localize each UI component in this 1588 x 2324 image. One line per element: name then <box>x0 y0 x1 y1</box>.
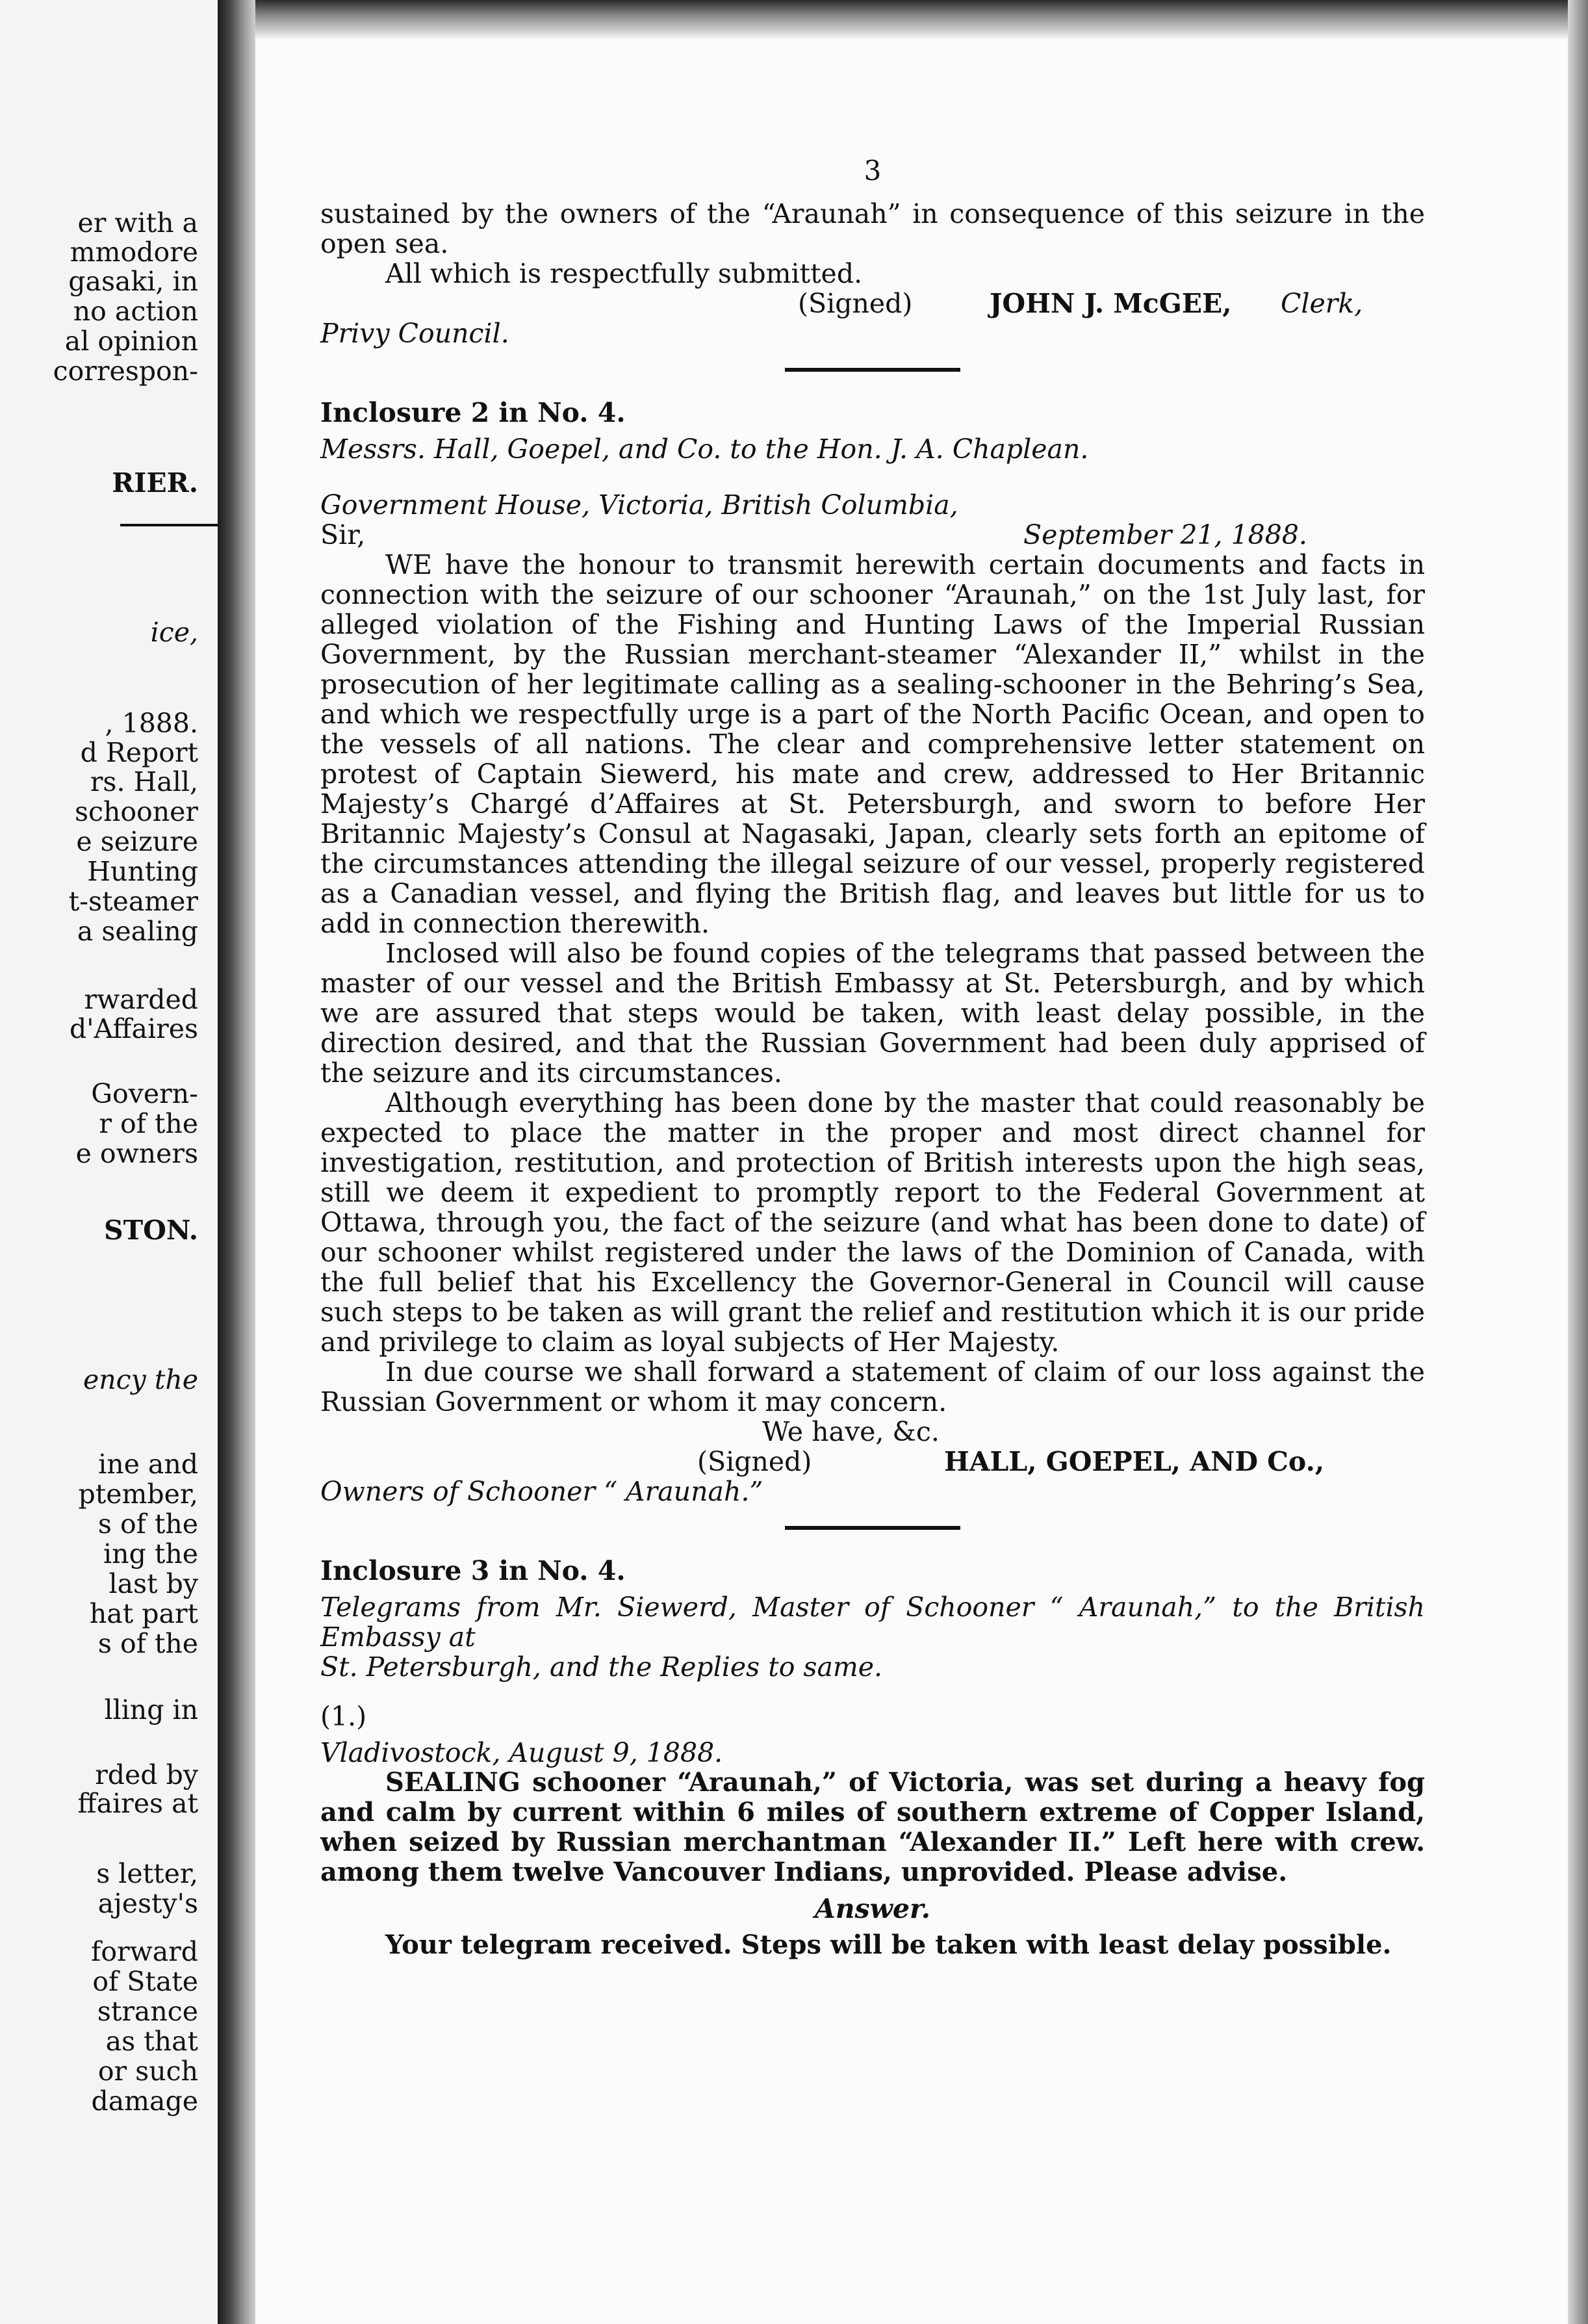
inclosure3-subheading-2: St. Petersburgh, and the Replies to same. <box>320 1651 883 1683</box>
left-page-text-fragment: Govern- <box>91 1078 198 1109</box>
book-gutter <box>218 0 255 2324</box>
signer-title: Clerk, <box>1281 288 1363 319</box>
page-number: 3 <box>864 155 882 187</box>
left-page-text-fragment: t-steamer <box>68 886 198 917</box>
left-page-text-fragment: e seizure <box>76 826 198 857</box>
letter-closing: We have, &c. <box>762 1416 940 1447</box>
left-page-text-fragment: forward <box>91 1936 198 1967</box>
section-divider <box>785 1526 960 1530</box>
left-page-text-fragment: ine and <box>98 1449 198 1480</box>
letter-signer-title: Owners of Schooner “ Araunah.” <box>320 1476 763 1507</box>
telegram-text: SEALING schooner “Araunah,” of Victoria, was set during a heavy fog and calm by current within 6 miles of southern extreme of Copper Island, when seized by Russian merchantman “Alexander II.” Left here with crew. among them twelve Vancouver Indians, unprovided. Please advise. <box>320 1767 1425 1887</box>
left-page-text-fragment: rwarded <box>84 984 198 1015</box>
left-page-text-fragment: ajesty's <box>97 1888 198 1919</box>
left-page-text-fragment: d'Affaires <box>70 1013 198 1044</box>
inclosure3-subheading: Telegrams from Mr. Siewerd, Master of Schooner “ Araunah,” to the British Embassy at <box>320 1592 1425 1653</box>
salutation: Sir, <box>320 519 366 550</box>
page-right-edge <box>1568 0 1588 2324</box>
left-page-text-fragment: no action <box>73 296 198 327</box>
signer-office: Privy Council. <box>320 318 509 349</box>
answer-text: Your telegram received. Steps will be taken with least delay possible. <box>385 1930 1392 1960</box>
letter-paragraph: In due course we shall forward a statement of claim of our loss against the Russian Government or whom it may concern. <box>320 1356 1425 1417</box>
left-page-text-fragment: er with a <box>77 207 198 239</box>
left-page-text-fragment: s of the <box>97 1628 198 1659</box>
answer-label: Answer. <box>814 1893 931 1924</box>
letter-salutation-line <box>320 520 1425 550</box>
letter-signer: HALL, GOEPEL, AND Co., <box>944 1446 1325 1477</box>
left-page-text-fragment: lling in <box>104 1694 198 1725</box>
letter-paragraph: Although everything has been done by the master that could reasonably be expected to place the matter in the proper and most direct channel for investigation, restitution, and protection of British interests upon the high seas, still we deem it expedient to promptly report to the Federal Government at Ottawa, through you, the fact of the seizure (and what has been done to date) of our schooner whilst registered under the laws of the Dominion of Canada, with the full belief that his Excellency the Governor-General in Council will cause such steps to be taken as will grant the relief and restitution which it is our pride and privilege to claim as loyal subjects of Her Majesty. <box>320 1087 1425 1358</box>
intro-closing: All which is respectfully submitted. <box>385 258 863 289</box>
left-page-fragment <box>0 0 218 2324</box>
left-page-text-fragment: s of the <box>97 1508 198 1540</box>
letter-place: Government House, Victoria, British Columbia, <box>320 489 958 521</box>
telegram-number: (1.) <box>320 1701 367 1732</box>
telegram-place-date: Vladivostock, August 9, 1888. <box>320 1737 723 1768</box>
intro-text: sustained by the owners of the “Araunah” in consequence of this seizure in the open sea. <box>320 198 1425 259</box>
document-page <box>255 39 1568 2324</box>
left-page-rule <box>120 524 218 526</box>
left-page-text-fragment: of State <box>92 1966 198 1997</box>
left-page-text-fragment: or such <box>97 2056 198 2087</box>
letter-date: September 21, 1888. <box>1023 519 1307 550</box>
section-divider <box>785 368 960 372</box>
left-page-text-fragment: damage <box>91 2085 198 2117</box>
intro-signature-line <box>320 289 1425 318</box>
left-page-text-fragment: mmodore <box>70 237 198 268</box>
left-page-text-fragment: Hunting <box>87 856 198 887</box>
left-page-text-fragment: schooner <box>74 796 198 827</box>
left-page-text-fragment: RIER. <box>112 467 198 498</box>
signed-label: (Signed) <box>697 1446 812 1477</box>
letter-signature-line <box>320 1447 1425 1477</box>
left-page-text-fragment: strance <box>97 1996 198 2027</box>
page-top-edge <box>255 0 1588 39</box>
inclosure3-heading: Inclosure 3 in No. 4. <box>320 1555 626 1586</box>
left-page-text-fragment: r of the <box>99 1108 198 1139</box>
left-page-text-fragment: ptember, <box>78 1478 198 1510</box>
left-page-text-fragment: ice, <box>150 617 198 648</box>
left-page-text-fragment: as that <box>105 2026 198 2057</box>
left-page-text-fragment: STON. <box>104 1215 198 1246</box>
left-page-text-fragment: s letter, <box>96 1858 198 1889</box>
inclosure2-subheading: Messrs. Hall, Goepel, and Co. to the Hon. J. A. Chaplean. <box>320 433 1089 465</box>
signer-name: JOHN J. McGEE, <box>990 288 1232 319</box>
left-page-text-fragment: , 1888. <box>105 708 198 739</box>
left-page-text-fragment: rded by <box>95 1759 198 1790</box>
left-page-text-fragment: rs. Hall, <box>90 766 198 797</box>
left-page-text-fragment: a sealing <box>77 916 198 947</box>
left-page-text-fragment: al opinion <box>64 326 198 357</box>
left-page-text-fragment: last by <box>109 1568 198 1599</box>
left-page-text-fragment: hat part <box>89 1598 198 1629</box>
page-content <box>320 156 1425 1960</box>
inclosure2-heading: Inclosure 2 in No. 4. <box>320 397 626 428</box>
left-page-text-fragment: ffaires at <box>77 1788 198 1819</box>
left-page-text-fragment: d Report <box>80 737 198 768</box>
left-page-text-fragment: ency the <box>83 1364 198 1395</box>
left-page-text-fragment: e owners <box>75 1138 198 1169</box>
signed-label: (Signed) <box>798 288 913 319</box>
letter-paragraph: WE have the honour to transmit herewith certain documents and facts in connection with the seizure of our schooner “Araunah,” on the 1st July last, for alleged violation of the Fishing and Hunting Laws of the Imperial Russian Government, by the Russian merchant-steamer “Alexander II,” whilst in the prosecution of her legitimate calling as a sealing-schooner in the Behring’s Sea, and which we respectfully urge is a part of the North Pacific Ocean, and open to the vessels of all nations. The clear and comprehensive letter statement on protest of Captain Siewerd, his mate and crew, addressed to Her Britannic Majesty’s Chargé d’Affaires at St. Petersburgh, and sworn to before Her Britannic Majesty’s Consul at Nagasaki, Japan, clearly sets forth an epitome of the circumstances attending the illegal seizure of our vessel, properly registered as a Canadian vessel, and flying the British flag, and leaves but little for us to add in connection therewith. <box>320 549 1425 939</box>
left-page-text-fragment: correspon- <box>53 355 198 387</box>
letter-paragraph: Inclosed will also be found copies of the telegrams that passed between the master of our vessel and the British Embassy at St. Petersburgh, and by which we are assured that steps would be taken, with least delay possible, in the direction desired, and that the Russian Government had been duly apprised of the seizure and its circumstances. <box>320 938 1425 1089</box>
left-page-text-fragment: ing the <box>103 1538 198 1569</box>
left-page-text-fragment: gasaki, in <box>68 266 198 297</box>
